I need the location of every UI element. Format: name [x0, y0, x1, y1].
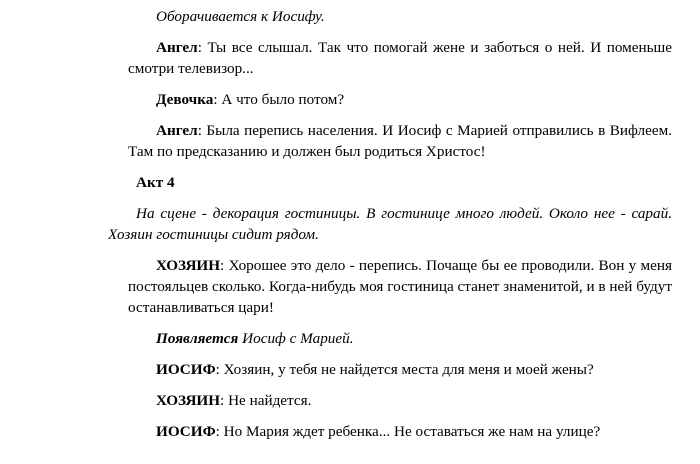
dialogue-text: Ты все слышал. Так что помогай жене и заботься о ней. И поменьше смотри телевизор... [128, 39, 672, 77]
dialogue-line-angel-2 [128, 120, 672, 162]
act-heading [128, 172, 672, 193]
speaker-name: ИОСИФ [156, 423, 216, 440]
speaker-name: ХОЗЯИН [156, 392, 221, 409]
act-heading-text: Акт 4 [136, 174, 175, 191]
speaker-name: Ангел [156, 122, 198, 139]
speaker-separator: : [197, 39, 208, 56]
speaker-separator: : [220, 392, 229, 409]
speaker-separator: : [215, 423, 224, 440]
dialogue-line-joseph-1 [128, 359, 672, 380]
speaker-name: ХОЗЯИН [156, 257, 221, 274]
dialogue-line-angel-1 [128, 37, 672, 79]
dialogue-text: Не найдется. [228, 392, 312, 409]
stage-direction-lead: Появляется [156, 330, 239, 347]
speaker-name: Девочка [156, 91, 214, 108]
dialogue-line-host-2 [128, 390, 672, 411]
speaker-separator: : [213, 91, 222, 108]
speaker-separator: : [215, 361, 224, 378]
stage-direction-text: Иосиф с Марией. [238, 330, 354, 347]
dialogue-text: Хозяин, у тебя не найдется места для меня и моей жены? [223, 361, 594, 378]
dialogue-text: А что было потом? [221, 91, 345, 108]
speaker-name: Ангел [156, 39, 198, 56]
dialogue-line-girl-1 [128, 89, 672, 110]
dialogue-text: Была перепись населения. И Иосиф с Марией отправились в Вифлеем. Там по предсказанию и должен был родиться Христос! [128, 122, 672, 160]
text-column [108, 0, 672, 442]
stage-direction-text: На сцене - декорация гостиницы. В гостинице много людей. Около нее - сарай. Хозяин гостиницы сидит рядом. [108, 205, 672, 243]
dialogue-line-joseph-2 [128, 421, 672, 442]
stage-direction-1 [128, 6, 672, 27]
speaker-name: ИОСИФ [156, 361, 216, 378]
dialogue-line-host-1 [128, 255, 672, 318]
dialogue-text: Но Мария ждет ребенка... Не оставаться же нам на улице? [223, 423, 601, 440]
stage-direction-2 [108, 203, 672, 245]
dialogue-text: Хорошее это дело - перепись. Почаще бы ее проводили. Вон у меня постояльцев сколько. Когда-нибудь моя гостиница станет знаменитой, и в ней будут останавливаться цари! [128, 257, 672, 316]
speaker-separator: : [197, 122, 207, 139]
stage-direction-3 [128, 328, 672, 349]
stage-direction-text: Оборачивается к Иосифу. [156, 8, 325, 25]
speaker-separator: : [220, 257, 229, 274]
